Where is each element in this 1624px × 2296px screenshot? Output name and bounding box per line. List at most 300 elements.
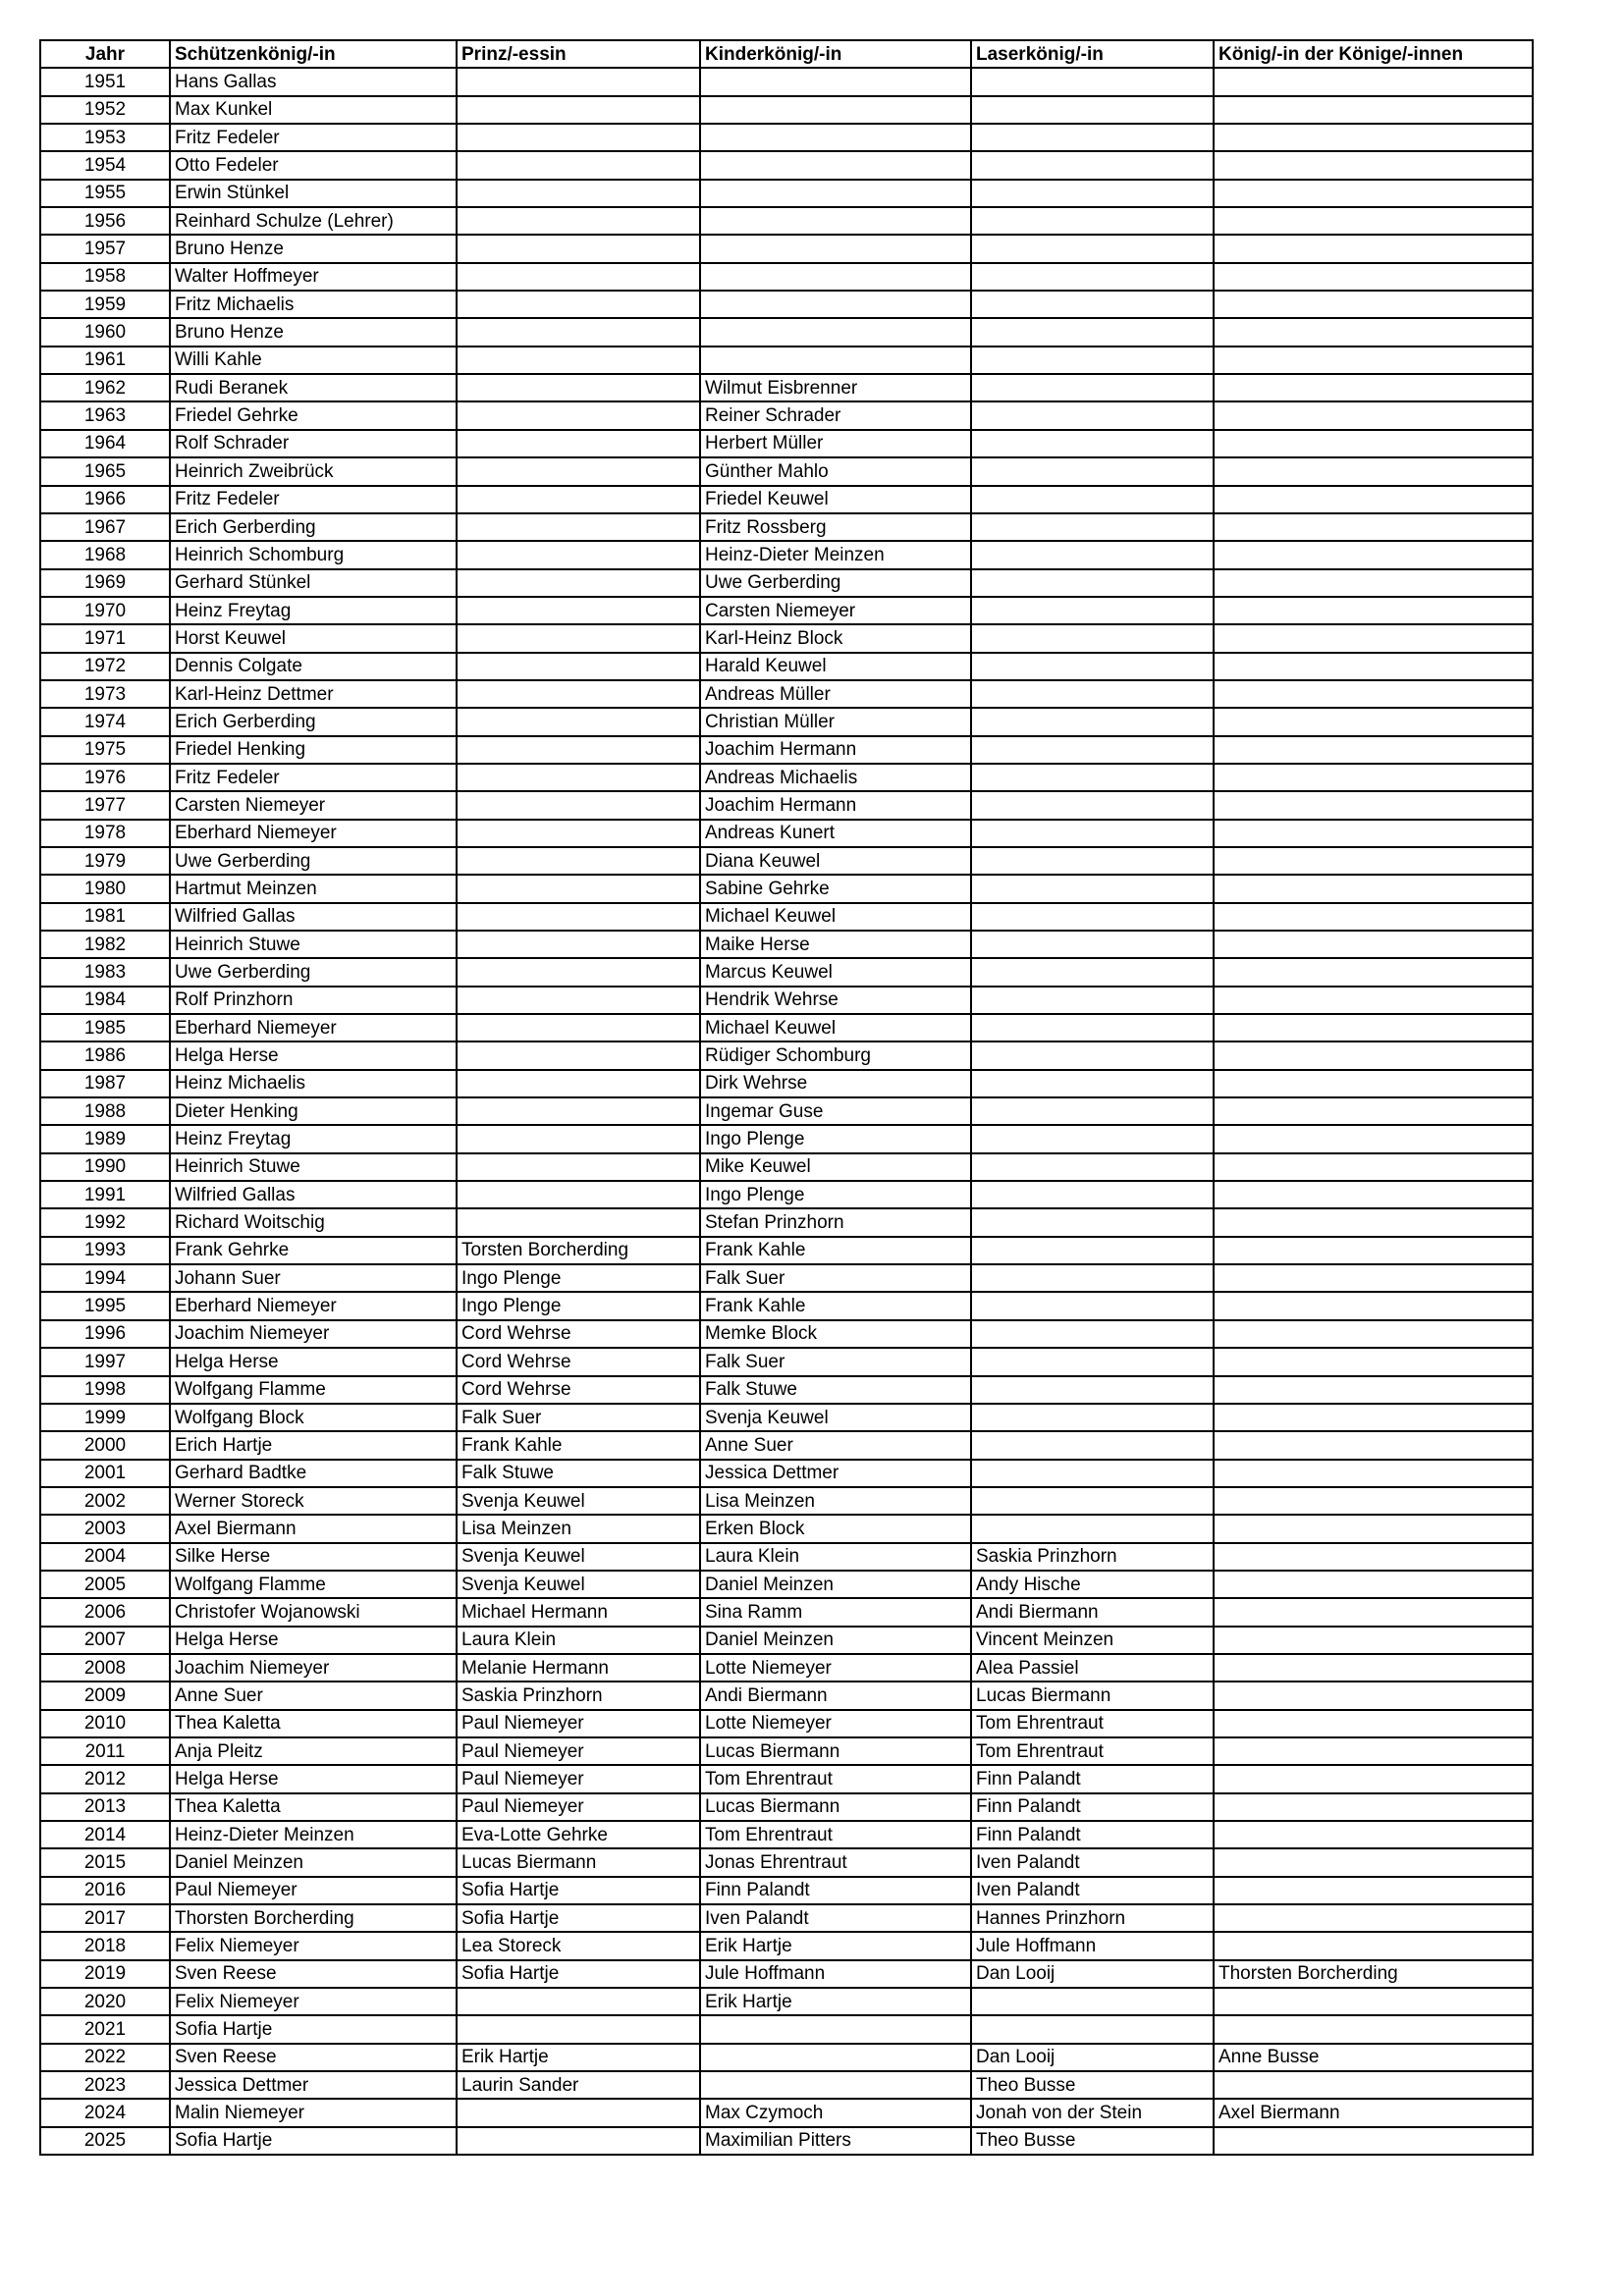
laserkoenig-cell: Alea Passiel: [971, 1654, 1214, 1682]
laserkoenig-cell: [971, 291, 1214, 318]
koenig-der-koenige-cell: [1214, 1181, 1533, 1208]
kinderkoenig-cell: Marcus Keuwel: [700, 958, 971, 986]
prinz-cell: [457, 180, 700, 207]
table-row: [40, 1821, 1533, 1848]
koenig-der-koenige-cell: [1214, 680, 1533, 708]
schuetzenkoenig-cell: Heinz-Dieter Meinzen: [170, 1821, 457, 1848]
koenig-der-koenige-cell: [1214, 318, 1533, 346]
table-row: [40, 347, 1533, 374]
kinderkoenig-cell: Ingo Plenge: [700, 1181, 971, 1208]
year-cell: 2025: [40, 2127, 170, 2155]
table-body: [40, 68, 1533, 2155]
kinderkoenig-cell: Lotte Niemeyer: [700, 1654, 971, 1682]
year-cell: 2008: [40, 1654, 170, 1682]
table-row: [40, 2127, 1533, 2155]
laserkoenig-cell: [971, 457, 1214, 485]
schuetzenkoenig-cell: Willi Kahle: [170, 347, 457, 374]
kinderkoenig-cell: [700, 2015, 971, 2043]
schuetzenkoenig-cell: Bruno Henze: [170, 235, 457, 262]
prinz-cell: [457, 931, 700, 958]
prinz-cell: Lisa Meinzen: [457, 1515, 700, 1542]
year-cell: 2018: [40, 1932, 170, 1959]
kinderkoenig-cell: Uwe Gerberding: [700, 569, 971, 597]
prinz-cell: Paul Niemeyer: [457, 1793, 700, 1821]
prinz-cell: [457, 1208, 700, 1236]
koenig-der-koenige-cell: [1214, 1460, 1533, 1487]
kinderkoenig-cell: Heinz-Dieter Meinzen: [700, 541, 971, 568]
schuetzenkoenig-cell: Wilfried Gallas: [170, 903, 457, 931]
schuetzenkoenig-cell: Sofia Hartje: [170, 2127, 457, 2155]
koenig-der-koenige-cell: [1214, 987, 1533, 1014]
prinz-cell: Sofia Hartje: [457, 1960, 700, 1988]
koenig-der-koenige-cell: [1214, 1264, 1533, 1292]
koenig-der-koenige-cell: [1214, 291, 1533, 318]
prinz-cell: [457, 624, 700, 652]
year-cell: 1956: [40, 207, 170, 235]
kinderkoenig-cell: [700, 291, 971, 318]
year-cell: 1978: [40, 820, 170, 847]
laserkoenig-cell: [971, 1208, 1214, 1236]
laserkoenig-cell: [971, 1041, 1214, 1069]
prinz-cell: [457, 374, 700, 401]
koenig-der-koenige-cell: [1214, 457, 1533, 485]
schuetzenkoenig-cell: Sven Reese: [170, 1960, 457, 1988]
koenig-der-koenige-cell: [1214, 1320, 1533, 1348]
prinz-cell: Frank Kahle: [457, 1431, 700, 1459]
koenig-der-koenige-cell: [1214, 903, 1533, 931]
table-row: [40, 653, 1533, 680]
schuetzenkoenig-cell: Sofia Hartje: [170, 2015, 457, 2043]
laserkoenig-cell: [971, 1376, 1214, 1404]
year-cell: 1986: [40, 1041, 170, 1069]
kinderkoenig-cell: Erken Block: [700, 1515, 971, 1542]
laserkoenig-cell: Dan Looij: [971, 2044, 1214, 2071]
year-cell: 1987: [40, 1070, 170, 1097]
laserkoenig-cell: [971, 541, 1214, 568]
schuetzenkoenig-cell: Heinz Freytag: [170, 597, 457, 624]
prinz-cell: [457, 457, 700, 485]
prinz-cell: [457, 263, 700, 291]
prinz-cell: [457, 68, 700, 95]
koenig-der-koenige-cell: [1214, 1376, 1533, 1404]
kinderkoenig-cell: Falk Stuwe: [700, 1376, 971, 1404]
year-cell: 1961: [40, 347, 170, 374]
koenig-der-koenige-cell: [1214, 931, 1533, 958]
schuetzenkoenig-cell: Thea Kaletta: [170, 1793, 457, 1821]
laserkoenig-cell: [971, 1460, 1214, 1487]
koenig-der-koenige-cell: [1214, 1682, 1533, 1709]
prinz-cell: [457, 1181, 700, 1208]
koenig-der-koenige-cell: [1214, 1070, 1533, 1097]
schuetzenkoenig-cell: Gerhard Badtke: [170, 1460, 457, 1487]
koenig-der-koenige-cell: [1214, 124, 1533, 151]
kinderkoenig-cell: [700, 2071, 971, 2099]
schuetzenkoenig-cell: Rolf Schrader: [170, 430, 457, 457]
laserkoenig-cell: [971, 1320, 1214, 1348]
table-row: [40, 1041, 1533, 1069]
schuetzenkoenig-cell: Hans Gallas: [170, 68, 457, 95]
schuetzenkoenig-cell: Erich Hartje: [170, 1431, 457, 1459]
kinderkoenig-cell: Erik Hartje: [700, 1932, 971, 1959]
laserkoenig-cell: Vincent Meinzen: [971, 1627, 1214, 1654]
laserkoenig-cell: Finn Palandt: [971, 1821, 1214, 1848]
laserkoenig-cell: [971, 68, 1214, 95]
prinz-cell: [457, 430, 700, 457]
koenig-der-koenige-cell: [1214, 1515, 1533, 1542]
koenig-der-koenige-cell: [1214, 1097, 1533, 1125]
koenig-der-koenige-cell: [1214, 1654, 1533, 1682]
kinderkoenig-cell: Maike Herse: [700, 931, 971, 958]
table-row: [40, 903, 1533, 931]
prinz-cell: [457, 2099, 700, 2126]
table-row: [40, 457, 1533, 485]
koenig-der-koenige-cell: [1214, 2127, 1533, 2155]
prinz-cell: [457, 597, 700, 624]
year-cell: 1995: [40, 1292, 170, 1319]
prinz-cell: [457, 569, 700, 597]
prinz-cell: [457, 1097, 700, 1125]
prinz-cell: [457, 736, 700, 764]
kinderkoenig-cell: Wilmut Eisbrenner: [700, 374, 971, 401]
table-row: [40, 430, 1533, 457]
table-row: [40, 1765, 1533, 1792]
schuetzenkoenig-cell: Felix Niemeyer: [170, 1988, 457, 2015]
koenig-der-koenige-cell: [1214, 1348, 1533, 1375]
laserkoenig-cell: [971, 401, 1214, 429]
table-row: [40, 235, 1533, 262]
prinz-cell: Svenja Keuwel: [457, 1487, 700, 1515]
schuetzenkoenig-cell: Eberhard Niemeyer: [170, 1292, 457, 1319]
year-cell: 1951: [40, 68, 170, 95]
schuetzenkoenig-cell: Joachim Niemeyer: [170, 1320, 457, 1348]
schuetzenkoenig-cell: Rudi Beranek: [170, 374, 457, 401]
year-cell: 2010: [40, 1710, 170, 1737]
year-cell: 2000: [40, 1431, 170, 1459]
table-row: [40, 1932, 1533, 1959]
table-row: [40, 207, 1533, 235]
schuetzenkoenig-cell: Silke Herse: [170, 1543, 457, 1571]
schuetzenkoenig-cell: Frank Gehrke: [170, 1237, 457, 1264]
prinz-cell: [457, 401, 700, 429]
kinderkoenig-cell: [700, 151, 971, 179]
laserkoenig-cell: [971, 820, 1214, 847]
laserkoenig-cell: [971, 1237, 1214, 1264]
laserkoenig-cell: Andi Biermann: [971, 1598, 1214, 1626]
kinderkoenig-cell: [700, 68, 971, 95]
schuetzenkoenig-cell: Werner Storeck: [170, 1487, 457, 1515]
laserkoenig-cell: Finn Palandt: [971, 1793, 1214, 1821]
laserkoenig-cell: Dan Looij: [971, 1960, 1214, 1988]
prinz-cell: [457, 318, 700, 346]
prinz-cell: Paul Niemeyer: [457, 1765, 700, 1792]
table-row: [40, 1877, 1533, 1904]
prinz-cell: Ingo Plenge: [457, 1292, 700, 1319]
year-cell: 1976: [40, 764, 170, 791]
year-cell: 1952: [40, 96, 170, 124]
year-cell: 1998: [40, 1376, 170, 1404]
table-row: [40, 708, 1533, 735]
schuetzenkoenig-cell: Fritz Fedeler: [170, 124, 457, 151]
koenig-der-koenige-cell: [1214, 1125, 1533, 1152]
prinz-cell: [457, 96, 700, 124]
koenig-der-koenige-cell: [1214, 541, 1533, 568]
header-row: [40, 40, 1533, 68]
table-row: [40, 68, 1533, 95]
laserkoenig-cell: [971, 1097, 1214, 1125]
year-cell: 1974: [40, 708, 170, 735]
year-cell: 2019: [40, 1960, 170, 1988]
table-row: [40, 1960, 1533, 1988]
prinz-cell: Eva-Lotte Gehrke: [457, 1821, 700, 1848]
koenig-der-koenige-cell: [1214, 1543, 1533, 1571]
table-row: [40, 1348, 1533, 1375]
laserkoenig-cell: [971, 1348, 1214, 1375]
schuetzenkoenig-cell: Helga Herse: [170, 1348, 457, 1375]
laserkoenig-cell: [971, 2015, 1214, 2043]
koenig-der-koenige-cell: [1214, 1848, 1533, 1876]
prinz-cell: Falk Stuwe: [457, 1460, 700, 1487]
year-cell: 1954: [40, 151, 170, 179]
schuetzenkoenig-cell: Otto Fedeler: [170, 151, 457, 179]
table-row: [40, 736, 1533, 764]
table-row: [40, 541, 1533, 568]
laserkoenig-cell: [971, 235, 1214, 262]
laserkoenig-cell: [971, 875, 1214, 902]
schuetzenkoenig-cell: Dennis Colgate: [170, 653, 457, 680]
laserkoenig-cell: [971, 318, 1214, 346]
laserkoenig-cell: [971, 653, 1214, 680]
laserkoenig-cell: Tom Ehrentraut: [971, 1710, 1214, 1737]
koenig-der-koenige-cell: [1214, 569, 1533, 597]
prinz-cell: Svenja Keuwel: [457, 1571, 700, 1598]
schuetzenkoenig-cell: Friedel Henking: [170, 736, 457, 764]
prinz-cell: Melanie Hermann: [457, 1654, 700, 1682]
table-row: [40, 1014, 1533, 1041]
kinderkoenig-cell: Karl-Heinz Block: [700, 624, 971, 652]
laserkoenig-cell: Jule Hoffmann: [971, 1932, 1214, 1959]
prinz-cell: [457, 347, 700, 374]
kinderkoenig-cell: Rüdiger Schomburg: [700, 1041, 971, 1069]
year-cell: 1968: [40, 541, 170, 568]
table-row: [40, 1793, 1533, 1821]
koenig-der-koenige-cell: [1214, 597, 1533, 624]
kinderkoenig-cell: Ingo Plenge: [700, 1125, 971, 1152]
koenig-der-koenige-cell: [1214, 847, 1533, 875]
kinderkoenig-cell: Diana Keuwel: [700, 847, 971, 875]
koenig-der-koenige-cell: [1214, 1487, 1533, 1515]
table-row: [40, 401, 1533, 429]
table-row: [40, 764, 1533, 791]
year-cell: 2002: [40, 1487, 170, 1515]
koenig-der-koenige-cell: [1214, 401, 1533, 429]
laserkoenig-cell: [971, 708, 1214, 735]
year-cell: 1953: [40, 124, 170, 151]
year-cell: 1999: [40, 1404, 170, 1431]
koenig-der-koenige-cell: [1214, 736, 1533, 764]
kinderkoenig-cell: Andreas Müller: [700, 680, 971, 708]
year-cell: 1994: [40, 1264, 170, 1292]
kinderkoenig-cell: Jessica Dettmer: [700, 1460, 971, 1487]
kinderkoenig-cell: Memke Block: [700, 1320, 971, 1348]
prinz-cell: Laura Klein: [457, 1627, 700, 1654]
schuetzenkoenig-cell: Heinrich Stuwe: [170, 931, 457, 958]
kinderkoenig-cell: Svenja Keuwel: [700, 1404, 971, 1431]
table-row: [40, 486, 1533, 513]
table-row: [40, 318, 1533, 346]
schuetzenkoenig-cell: Helga Herse: [170, 1627, 457, 1654]
table-row: [40, 624, 1533, 652]
koenig-der-koenige-cell: [1214, 1988, 1533, 2015]
koenig-der-koenige-cell: [1214, 207, 1533, 235]
laserkoenig-cell: [971, 374, 1214, 401]
koenig-der-koenige-cell: Anne Busse: [1214, 2044, 1533, 2071]
prinz-cell: [457, 764, 700, 791]
table-row: [40, 569, 1533, 597]
laserkoenig-cell: Iven Palandt: [971, 1877, 1214, 1904]
schuetzenkoenig-cell: Friedel Gehrke: [170, 401, 457, 429]
table-row: [40, 1181, 1533, 1208]
year-cell: 1990: [40, 1153, 170, 1181]
prinz-cell: Erik Hartje: [457, 2044, 700, 2071]
table-row: [40, 1487, 1533, 1515]
schuetzenkoenig-cell: Helga Herse: [170, 1041, 457, 1069]
table-row: [40, 1376, 1533, 1404]
table-row: [40, 791, 1533, 819]
year-cell: 1981: [40, 903, 170, 931]
kinderkoenig-cell: Andreas Michaelis: [700, 764, 971, 791]
year-cell: 1979: [40, 847, 170, 875]
table-row: [40, 1070, 1533, 1097]
prinz-cell: [457, 2015, 700, 2043]
koenig-der-koenige-cell: [1214, 1793, 1533, 1821]
kinderkoenig-cell: [700, 207, 971, 235]
year-cell: 1980: [40, 875, 170, 902]
schuetzenkoenig-cell: Paul Niemeyer: [170, 1877, 457, 1904]
koenig-der-koenige-cell: [1214, 1404, 1533, 1431]
koenig-der-koenige-cell: [1214, 958, 1533, 986]
schuetzenkoenig-cell: Anne Suer: [170, 1682, 457, 1709]
schuetzenkoenig-cell: Thea Kaletta: [170, 1710, 457, 1737]
schuetzenkoenig-cell: Heinrich Schomburg: [170, 541, 457, 568]
schuetzenkoenig-cell: Felix Niemeyer: [170, 1932, 457, 1959]
koenig-der-koenige-cell: [1214, 1237, 1533, 1264]
table-row: [40, 180, 1533, 207]
kinderkoenig-cell: Harald Keuwel: [700, 653, 971, 680]
schuetzenkoenig-cell: Karl-Heinz Dettmer: [170, 680, 457, 708]
kinderkoenig-cell: [700, 347, 971, 374]
year-cell: 2006: [40, 1598, 170, 1626]
koenig-der-koenige-cell: Thorsten Borcherding: [1214, 1960, 1533, 1988]
kinderkoenig-cell: Mike Keuwel: [700, 1153, 971, 1181]
prinz-cell: Ingo Plenge: [457, 1264, 700, 1292]
prinz-cell: Lea Storeck: [457, 1932, 700, 1959]
year-cell: 1970: [40, 597, 170, 624]
kinderkoenig-cell: [700, 318, 971, 346]
schuetzenkoenig-cell: Christofer Wojanowski: [170, 1598, 457, 1626]
schuetzenkoenig-cell: Heinrich Stuwe: [170, 1153, 457, 1181]
laserkoenig-cell: [971, 486, 1214, 513]
year-cell: 1973: [40, 680, 170, 708]
prinz-cell: [457, 958, 700, 986]
koenig-der-koenige-cell: [1214, 1932, 1533, 1959]
kinderkoenig-cell: Michael Keuwel: [700, 903, 971, 931]
kinderkoenig-cell: Jonas Ehrentraut: [700, 1848, 971, 1876]
year-cell: 2022: [40, 2044, 170, 2071]
prinz-cell: [457, 708, 700, 735]
kinderkoenig-cell: Joachim Hermann: [700, 736, 971, 764]
prinz-cell: [457, 1041, 700, 1069]
year-cell: 2021: [40, 2015, 170, 2043]
table-row: [40, 1988, 1533, 2015]
koenig-der-koenige-cell: [1214, 1014, 1533, 1041]
koenig-der-koenige-cell: [1214, 791, 1533, 819]
kinderkoenig-cell: [700, 124, 971, 151]
laserkoenig-cell: [971, 958, 1214, 986]
schuetzenkoenig-cell: Axel Biermann: [170, 1515, 457, 1542]
year-cell: 1982: [40, 931, 170, 958]
year-cell: 1989: [40, 1125, 170, 1152]
laserkoenig-cell: Iven Palandt: [971, 1848, 1214, 1876]
koenig-der-koenige-cell: [1214, 68, 1533, 95]
prinz-cell: Sofia Hartje: [457, 1904, 700, 1932]
table-row: [40, 1153, 1533, 1181]
schuetzenkoenig-cell: Reinhard Schulze (Lehrer): [170, 207, 457, 235]
table-row: [40, 1264, 1533, 1292]
koenig-der-koenige-cell: [1214, 1153, 1533, 1181]
table-row: [40, 1292, 1533, 1319]
koenig-der-koenige-cell: [1214, 653, 1533, 680]
year-cell: 1958: [40, 263, 170, 291]
laserkoenig-cell: [971, 931, 1214, 958]
koenig-der-koenige-cell: [1214, 1041, 1533, 1069]
kinderkoenig-cell: Hendrik Wehrse: [700, 987, 971, 1014]
kings-table: [39, 39, 1534, 2156]
laserkoenig-cell: [971, 847, 1214, 875]
laserkoenig-cell: Tom Ehrentraut: [971, 1737, 1214, 1765]
kinderkoenig-cell: Frank Kahle: [700, 1292, 971, 1319]
schuetzenkoenig-cell: Johann Suer: [170, 1264, 457, 1292]
schuetzenkoenig-cell: Gerhard Stünkel: [170, 569, 457, 597]
year-cell: 1962: [40, 374, 170, 401]
prinz-cell: Paul Niemeyer: [457, 1710, 700, 1737]
kinderkoenig-cell: Christian Müller: [700, 708, 971, 735]
koenig-der-koenige-cell: [1214, 1627, 1533, 1654]
koenig-der-koenige-cell: [1214, 374, 1533, 401]
schuetzenkoenig-cell: Richard Woitschig: [170, 1208, 457, 1236]
laserkoenig-cell: [971, 124, 1214, 151]
table-row: [40, 2099, 1533, 2126]
laserkoenig-cell: [971, 1292, 1214, 1319]
kinderkoenig-cell: Frank Kahle: [700, 1237, 971, 1264]
schuetzenkoenig-cell: Eberhard Niemeyer: [170, 820, 457, 847]
prinz-cell: Svenja Keuwel: [457, 1543, 700, 1571]
koenig-der-koenige-cell: [1214, 820, 1533, 847]
laserkoenig-cell: [971, 207, 1214, 235]
prinz-cell: [457, 486, 700, 513]
laserkoenig-cell: [971, 430, 1214, 457]
year-cell: 1972: [40, 653, 170, 680]
prinz-cell: Michael Hermann: [457, 1598, 700, 1626]
laserkoenig-cell: [971, 680, 1214, 708]
table-row: [40, 1737, 1533, 1765]
kinderkoenig-cell: Daniel Meinzen: [700, 1627, 971, 1654]
laserkoenig-cell: [971, 1014, 1214, 1041]
prinz-cell: [457, 847, 700, 875]
koenig-der-koenige-cell: [1214, 1877, 1533, 1904]
year-cell: 2007: [40, 1627, 170, 1654]
laserkoenig-cell: [971, 513, 1214, 541]
prinz-cell: Torsten Borcherding: [457, 1237, 700, 1264]
